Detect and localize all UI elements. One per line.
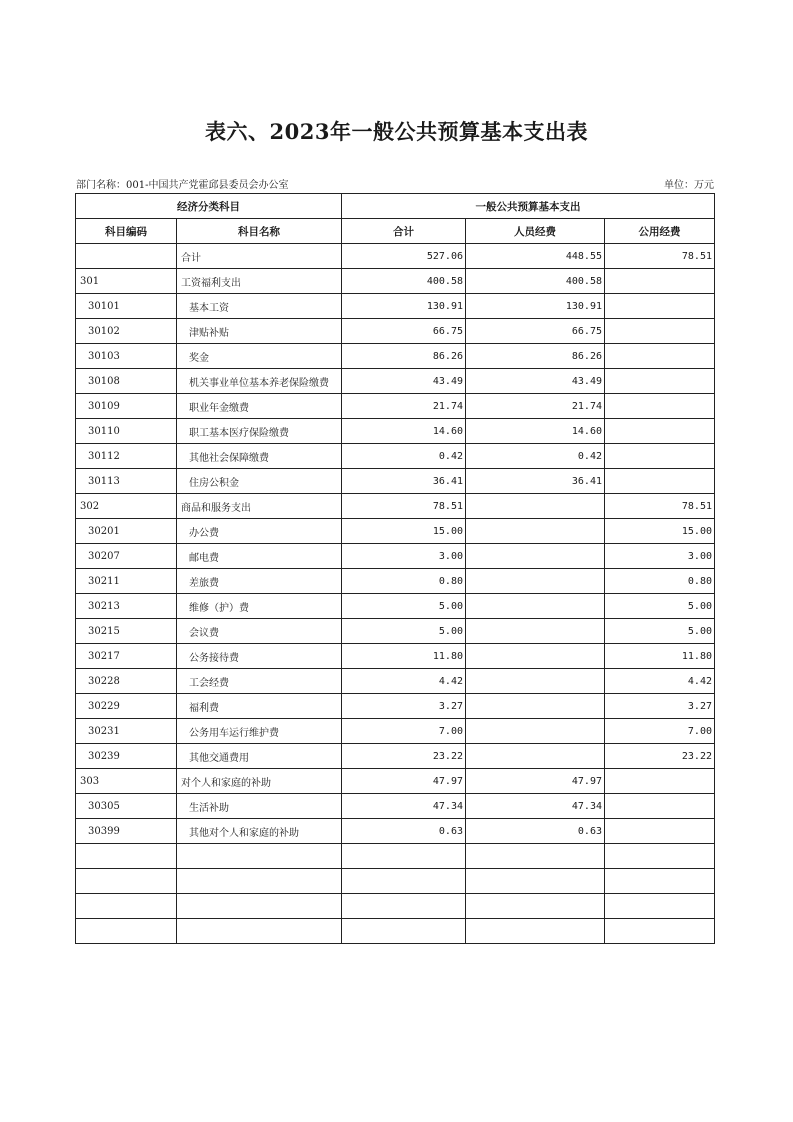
cell-personnel: 400.58 xyxy=(466,269,605,294)
cell-code: 30217 xyxy=(76,644,177,669)
unit-label: 单位：万元 xyxy=(664,180,714,191)
cell-name: 津贴补贴 xyxy=(177,319,342,344)
cell-code: 30103 xyxy=(76,344,177,369)
cell-personnel: 0.63 xyxy=(466,819,605,844)
cell-code: 30201 xyxy=(76,519,177,544)
table-row xyxy=(76,694,715,719)
header-economic-classification: 经济分类科目 xyxy=(76,194,342,219)
cell-name: 办公费 xyxy=(177,519,342,544)
cell-total: 400.58 xyxy=(342,269,466,294)
table-row xyxy=(76,594,715,619)
cell-name: 差旅费 xyxy=(177,569,342,594)
cell-name: 合计 xyxy=(177,244,342,269)
cell-total: 47.34 xyxy=(342,794,466,819)
table-row xyxy=(76,819,715,844)
table-row xyxy=(76,794,715,819)
cell-total: 4.42 xyxy=(342,669,466,694)
cell-code: 302 xyxy=(76,494,177,519)
cell-public: 11.80 xyxy=(605,644,715,669)
table-row xyxy=(76,544,715,569)
cell-public: 78.51 xyxy=(605,244,715,269)
cell-personnel xyxy=(466,694,605,719)
cell-name xyxy=(177,869,342,894)
cell-code: 30239 xyxy=(76,744,177,769)
cell-total: 527.06 xyxy=(342,244,466,269)
cell-public: 5.00 xyxy=(605,594,715,619)
cell-name: 福利费 xyxy=(177,694,342,719)
cell-code: 30101 xyxy=(76,294,177,319)
cell-total: 47.97 xyxy=(342,769,466,794)
table-row xyxy=(76,744,715,769)
table-row xyxy=(76,519,715,544)
cell-total: 66.75 xyxy=(342,319,466,344)
cell-name: 其他对个人和家庭的补助 xyxy=(177,819,342,844)
cell-total: 3.00 xyxy=(342,544,466,569)
cell-code: 30110 xyxy=(76,419,177,444)
cell-name: 生活补助 xyxy=(177,794,342,819)
cell-personnel xyxy=(466,519,605,544)
table-row xyxy=(76,769,715,794)
cell-public xyxy=(605,794,715,819)
cell-public xyxy=(605,769,715,794)
cell-personnel xyxy=(466,869,605,894)
table-row xyxy=(76,569,715,594)
cell-total: 15.00 xyxy=(342,519,466,544)
cell-code: 30399 xyxy=(76,819,177,844)
cell-total: 78.51 xyxy=(342,494,466,519)
cell-public xyxy=(605,419,715,444)
cell-code: 30112 xyxy=(76,444,177,469)
table-row xyxy=(76,669,715,694)
cell-total: 14.60 xyxy=(342,419,466,444)
cell-total: 0.80 xyxy=(342,569,466,594)
cell-personnel xyxy=(466,494,605,519)
cell-code: 30305 xyxy=(76,794,177,819)
cell-personnel xyxy=(466,594,605,619)
cell-name: 住房公积金 xyxy=(177,469,342,494)
cell-total: 23.22 xyxy=(342,744,466,769)
department-label: 部门名称：001-中国共产党霍邱县委员会办公室 xyxy=(76,180,289,191)
cell-personnel xyxy=(466,644,605,669)
cell-name: 其他交通费用 xyxy=(177,744,342,769)
cell-name: 职业年金缴费 xyxy=(177,394,342,419)
cell-code: 30215 xyxy=(76,619,177,644)
header-name: 科目名称 xyxy=(177,219,342,244)
cell-name: 商品和服务支出 xyxy=(177,494,342,519)
cell-public xyxy=(605,294,715,319)
cell-public xyxy=(605,319,715,344)
cell-public xyxy=(605,894,715,919)
table-body xyxy=(76,244,715,944)
table-row xyxy=(76,469,715,494)
cell-personnel xyxy=(466,744,605,769)
cell-total: 0.42 xyxy=(342,444,466,469)
cell-code xyxy=(76,244,177,269)
cell-personnel: 130.91 xyxy=(466,294,605,319)
table-row xyxy=(76,444,715,469)
cell-personnel xyxy=(466,894,605,919)
cell-personnel: 47.97 xyxy=(466,769,605,794)
cell-personnel: 14.60 xyxy=(466,419,605,444)
cell-public: 78.51 xyxy=(605,494,715,519)
table-row xyxy=(76,919,715,944)
cell-personnel xyxy=(466,544,605,569)
cell-personnel: 66.75 xyxy=(466,319,605,344)
cell-total xyxy=(342,869,466,894)
cell-name: 对个人和家庭的补助 xyxy=(177,769,342,794)
page-title: 表六、2023年一般公共预算基本支出表 xyxy=(205,119,588,144)
cell-code: 303 xyxy=(76,769,177,794)
cell-personnel xyxy=(466,719,605,744)
cell-public xyxy=(605,869,715,894)
table-row xyxy=(76,494,715,519)
cell-name: 邮电费 xyxy=(177,544,342,569)
cell-code: 30108 xyxy=(76,369,177,394)
cell-name: 基本工资 xyxy=(177,294,342,319)
cell-name: 维修（护）费 xyxy=(177,594,342,619)
cell-total: 43.49 xyxy=(342,369,466,394)
table-row xyxy=(76,319,715,344)
header-public: 公用经费 xyxy=(605,219,715,244)
cell-name: 奖金 xyxy=(177,344,342,369)
cell-public: 3.00 xyxy=(605,544,715,569)
cell-total: 21.74 xyxy=(342,394,466,419)
table-row xyxy=(76,369,715,394)
table-row xyxy=(76,894,715,919)
header-personnel: 人员经费 xyxy=(466,219,605,244)
table-row xyxy=(76,344,715,369)
cell-code: 30231 xyxy=(76,719,177,744)
cell-personnel xyxy=(466,669,605,694)
cell-public: 5.00 xyxy=(605,619,715,644)
cell-code: 30211 xyxy=(76,569,177,594)
cell-total: 5.00 xyxy=(342,619,466,644)
table-row xyxy=(76,294,715,319)
cell-name: 工资福利支出 xyxy=(177,269,342,294)
cell-personnel xyxy=(466,569,605,594)
cell-name: 公务用车运行维护费 xyxy=(177,719,342,744)
header-column-row xyxy=(76,219,715,244)
cell-total: 5.00 xyxy=(342,594,466,619)
cell-total: 3.27 xyxy=(342,694,466,719)
cell-public: 23.22 xyxy=(605,744,715,769)
cell-code xyxy=(76,844,177,869)
table-row xyxy=(76,619,715,644)
table-row xyxy=(76,269,715,294)
cell-public xyxy=(605,469,715,494)
cell-total xyxy=(342,919,466,944)
cell-name: 会议费 xyxy=(177,619,342,644)
budget-table xyxy=(75,193,715,944)
cell-code: 30102 xyxy=(76,319,177,344)
cell-public: 4.42 xyxy=(605,669,715,694)
table-row xyxy=(76,244,715,269)
cell-personnel: 0.42 xyxy=(466,444,605,469)
cell-personnel: 86.26 xyxy=(466,344,605,369)
cell-name: 工会经费 xyxy=(177,669,342,694)
cell-total: 36.41 xyxy=(342,469,466,494)
cell-public xyxy=(605,394,715,419)
table-row xyxy=(76,869,715,894)
cell-personnel: 448.55 xyxy=(466,244,605,269)
cell-code: 30229 xyxy=(76,694,177,719)
header-code: 科目编码 xyxy=(76,219,177,244)
cell-total xyxy=(342,844,466,869)
cell-personnel xyxy=(466,919,605,944)
cell-total: 0.63 xyxy=(342,819,466,844)
cell-personnel: 47.34 xyxy=(466,794,605,819)
cell-code: 30113 xyxy=(76,469,177,494)
cell-public: 15.00 xyxy=(605,519,715,544)
cell-total xyxy=(342,894,466,919)
table-row xyxy=(76,844,715,869)
cell-public xyxy=(605,444,715,469)
cell-total: 7.00 xyxy=(342,719,466,744)
cell-name: 其他社会保障缴费 xyxy=(177,444,342,469)
header-basic-expenditure: 一般公共预算基本支出 xyxy=(342,194,715,219)
table-row xyxy=(76,419,715,444)
header-total: 合计 xyxy=(342,219,466,244)
cell-public xyxy=(605,819,715,844)
cell-code xyxy=(76,894,177,919)
cell-total: 11.80 xyxy=(342,644,466,669)
cell-code: 30109 xyxy=(76,394,177,419)
cell-public xyxy=(605,844,715,869)
cell-name xyxy=(177,844,342,869)
cell-public xyxy=(605,344,715,369)
header-group-row xyxy=(76,194,715,219)
cell-public: 7.00 xyxy=(605,719,715,744)
cell-code: 30207 xyxy=(76,544,177,569)
cell-code xyxy=(76,919,177,944)
cell-public xyxy=(605,369,715,394)
cell-total: 130.91 xyxy=(342,294,466,319)
cell-code xyxy=(76,869,177,894)
cell-code: 30228 xyxy=(76,669,177,694)
cell-code: 301 xyxy=(76,269,177,294)
cell-personnel: 43.49 xyxy=(466,369,605,394)
cell-public: 0.80 xyxy=(605,569,715,594)
cell-name xyxy=(177,894,342,919)
cell-public: 3.27 xyxy=(605,694,715,719)
cell-code: 30213 xyxy=(76,594,177,619)
cell-name: 公务接待费 xyxy=(177,644,342,669)
table-row xyxy=(76,394,715,419)
table-row xyxy=(76,719,715,744)
cell-public xyxy=(605,919,715,944)
cell-name xyxy=(177,919,342,944)
table-row xyxy=(76,644,715,669)
cell-name: 机关事业单位基本养老保险缴费 xyxy=(177,369,342,394)
cell-name: 职工基本医疗保险缴费 xyxy=(177,419,342,444)
cell-public xyxy=(605,269,715,294)
cell-personnel: 36.41 xyxy=(466,469,605,494)
cell-personnel xyxy=(466,619,605,644)
cell-personnel xyxy=(466,844,605,869)
cell-personnel: 21.74 xyxy=(466,394,605,419)
cell-total: 86.26 xyxy=(342,344,466,369)
